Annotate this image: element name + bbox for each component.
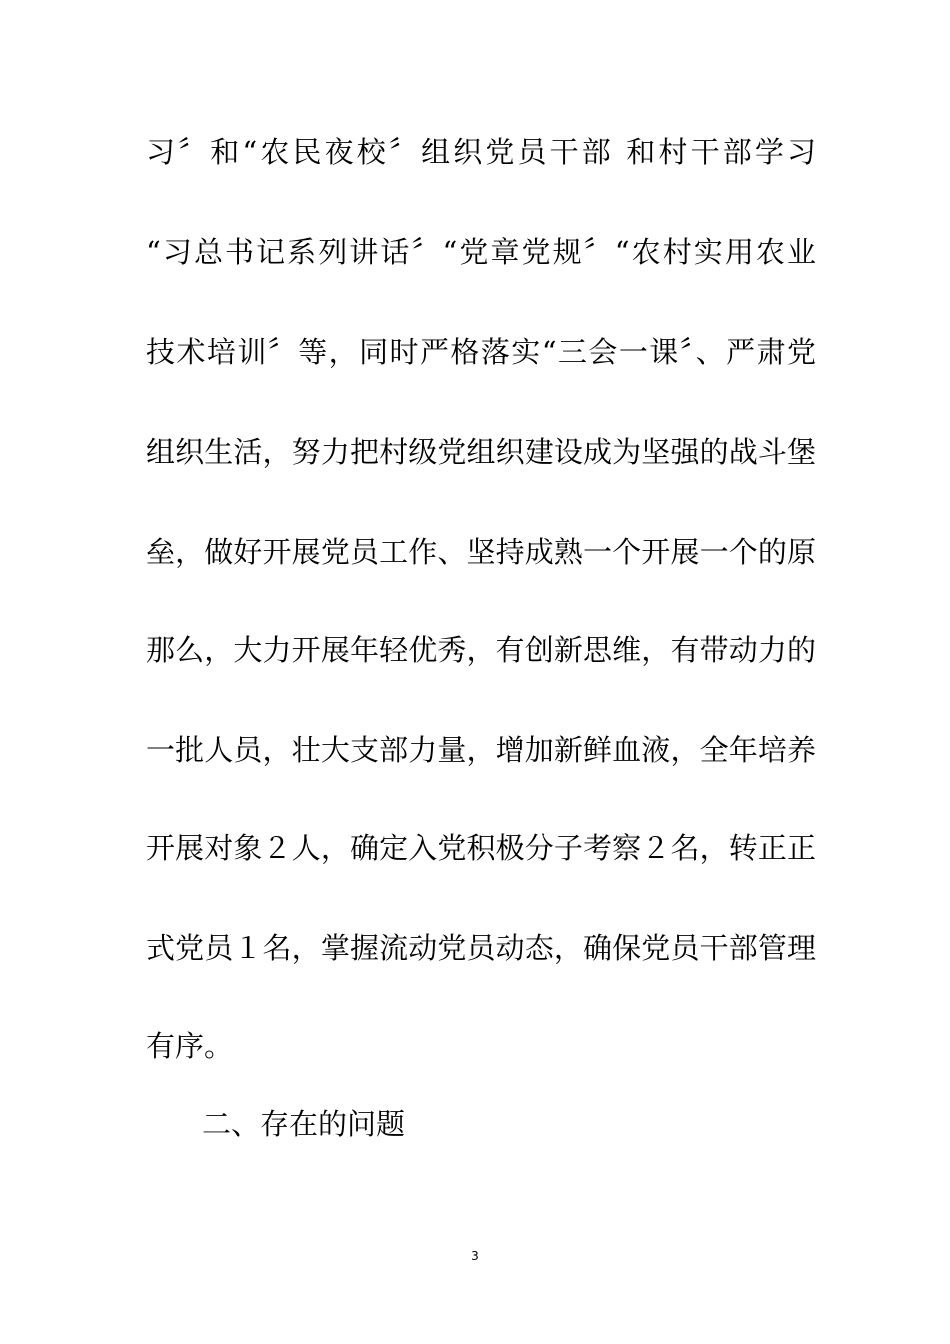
body-text-line-9: 式党员１名，掌握流动党员动态，确保党员干部管理 — [146, 931, 816, 965]
body-text-line-5: 垒，做好开展党员工作、坚持成熟一个开展一个的原 — [146, 535, 816, 569]
section-heading: 二、存在的问题 — [202, 1107, 406, 1141]
body-text-line-2: “习总书记系列讲话〞“党章党规〞“农村实用农业 — [146, 235, 816, 269]
body-text-line-10: 有序。 — [146, 1029, 234, 1063]
body-text-line-7: 一批人员，壮大支部力量，增加新鲜血液，全年培养 — [146, 733, 816, 767]
body-text-line-3: 技术培训〞等，同时严格落实“三会一课〞、严肃党 — [146, 335, 816, 369]
body-text-line-1: 习〞和“农民夜校〞组织党员干部 和村干部学习 — [146, 135, 816, 169]
body-text-line-4: 组织生活，努力把村级党组织建设成为坚强的战斗堡 — [146, 435, 816, 469]
body-text-line-8: 开展对象２人，确定入党积极分子考察２名，转正正 — [146, 831, 816, 865]
page-number: 3 — [471, 1249, 479, 1263]
body-text-line-6: 那么，大力开展年轻优秀，有创新思维，有带动力的 — [146, 633, 816, 667]
